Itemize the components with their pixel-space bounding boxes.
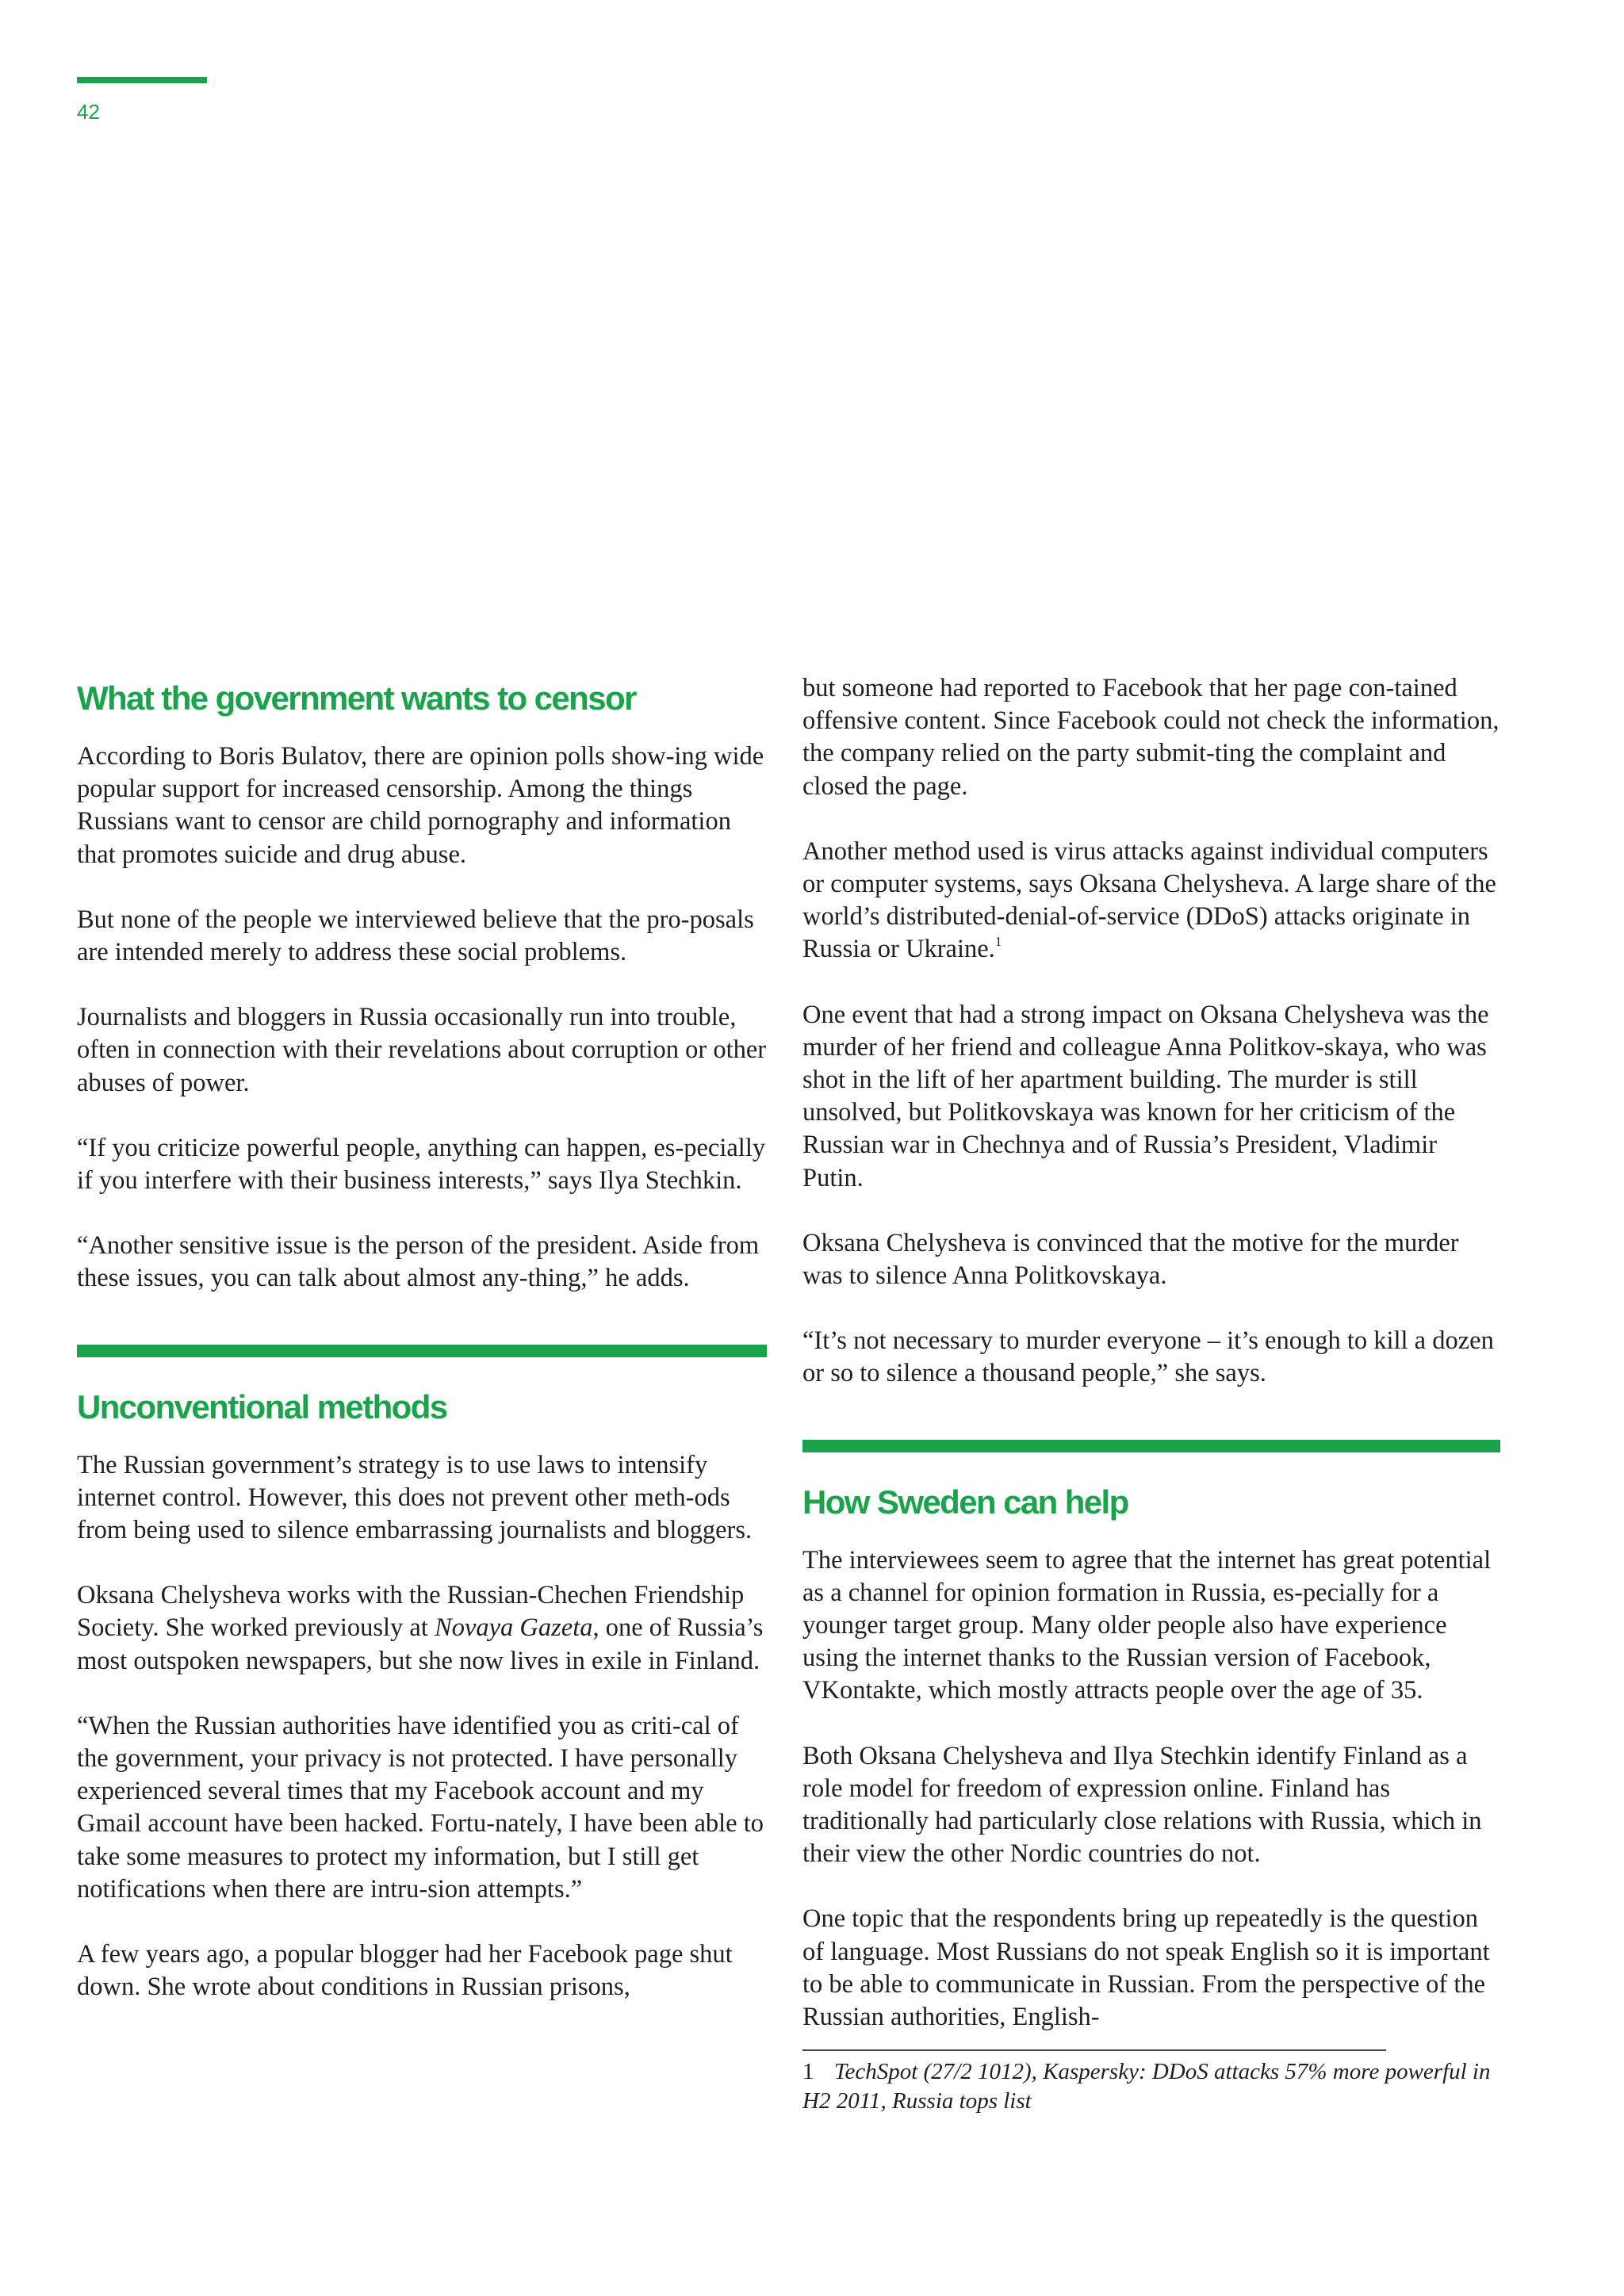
paragraph: “It’s not necessary to murder everyone – it’s enough to kill a dozen or so to silence a thousand people,” she says. [802, 1326, 1494, 1388]
right-column [802, 672, 1500, 2116]
paragraph: One event that had a strong impact on Oksana Chelysheva was the murder of her friend and colleague Anna Politkov-skaya, who was shot in the lift of her apartment building. The murder is still unsolved, but Politkovskaya was known for her criticism of the Russian war in Chechnya and of Russia’s President, Vladimir Putin. [802, 1000, 1489, 1192]
section-divider [802, 1440, 1500, 1452]
footnote-text: TechSpot (27/2 1012), Kaspersky: DDoS attacks 57% more powerful in H2 2011, Russia tops list [802, 2059, 1491, 2114]
paragraph: The interviewees seem to agree that the internet has great potential as a channel for opinion formation in Russia, es-pecially for a younger target group. Many older people also have experience using the internet thanks to the Russian version of Facebook, VKontakte, which mostly attracts people over the age of 35. [802, 1545, 1492, 1705]
paragraph: One topic that the respondents bring up repeatedly is the question of language. Most Russians do not speak English so it is important to be able to communicate in Russian. From the perspective of the Russian authorities, English- [802, 1904, 1490, 2032]
footnote-number: 1 [802, 2059, 814, 2085]
paragraph-text: Oksana Chelysheva works with the Russian-Chechen Friendship Society. She worked previously at [77, 1581, 745, 1643]
footnote [802, 2057, 1500, 2116]
heading-sweden: How Sweden can help [802, 1483, 1128, 1521]
paragraph: A few years ago, a popular blogger had her Facebook page shut down. She wrote about conditions in Russian prisons, [77, 1940, 733, 2002]
paragraph: but someone had reported to Facebook that her page con-tained offensive content. Since Facebook could not check the information, the company relied on the party submit-ting the complaint and closed the page. [802, 674, 1500, 801]
paragraph: According to Boris Bulatov, there are opinion polls show-ing wide popular support for increased censorship. Among the things Russians want to censor are child pornography and information that promotes suicide and drug abuse. [77, 742, 764, 869]
paragraph [802, 836, 1500, 966]
paragraph: But none of the people we interviewed believe that the pro-posals are intended merely to address these social problems. [77, 905, 754, 967]
paragraph-text: , one of Russia’s most outspoken newspapers, but she now lives in exile in Finland. [77, 1613, 764, 1675]
left-column [77, 672, 767, 2003]
footnote-ref: 1 [994, 934, 1002, 950]
page-number: 42 [77, 100, 100, 124]
paragraph: “If you criticize powerful people, anything can happen, es-pecially if you interfere with their business interests,” says Ilya Stechkin. [77, 1133, 766, 1196]
heading-unconventional: Unconventional methods [77, 1387, 447, 1425]
paragraph [77, 1579, 767, 1678]
paragraph-text: Another method used is virus attacks against individual computers or computer systems, says Oksana Chelysheva. A large share of the world’s distributed-denial-of-service (DDoS) attacks originate in Russia or Ukraine. [802, 836, 1496, 964]
heading-censor: What the government wants to censor [77, 679, 636, 717]
top-accent-rule [77, 77, 207, 83]
paragraph: Journalists and bloggers in Russia occasionally run into trouble, often in connection with their revelations about corruption or other abuses of power. [77, 1003, 767, 1097]
paragraph: The Russian government’s strategy is to use laws to intensify internet control. However, this does not prevent other meth-ods from being used to silence embarrassing journalists and bloggers. [77, 1450, 753, 1545]
section-divider [77, 1345, 767, 1357]
paragraph: “Another sensitive issue is the person of the president. Aside from these issues, you can talk about almost any-thing,” he adds. [77, 1231, 760, 1293]
paragraph: Oksana Chelysheva is convinced that the motive for the murder was to silence Anna Politkovskaya. [802, 1228, 1459, 1291]
paragraph: “When the Russian authorities have identified you as criti-cal of the government, your privacy is not protected. I have personally experienced several times that my Facebook account and my Gmail account have been hacked. Fortu-nately, I have been able to take some measures to protect my information, but I still get notifications when there are intru-sion attempts.” [77, 1711, 764, 1904]
footnote-divider [802, 2049, 1386, 2051]
publication-name: Novaya Gazeta [435, 1613, 593, 1643]
paragraph: Both Oksana Chelysheva and Ilya Stechkin identify Finland as a role model for freedom of expression online. Finland has traditionally had particularly close relations with Russia, which in their view the other Nordic countries do not. [802, 1741, 1482, 1869]
